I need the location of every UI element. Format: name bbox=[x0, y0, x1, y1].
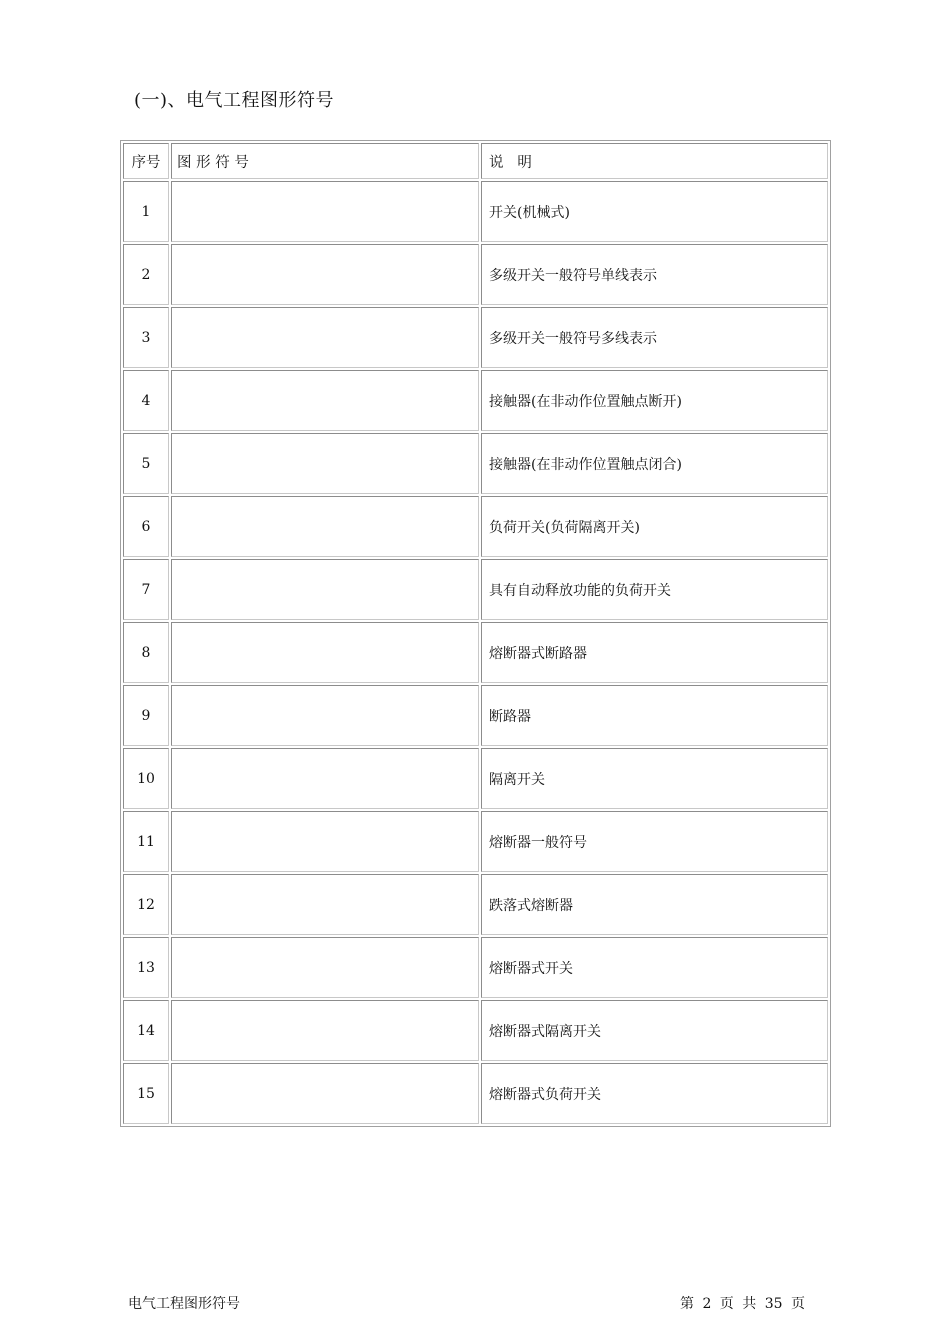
description-cell: 开关(机械式) bbox=[481, 181, 828, 242]
symbol-cell bbox=[171, 748, 479, 809]
symbols-table bbox=[120, 140, 831, 1127]
symbol-cell bbox=[171, 370, 479, 431]
description-cell: 接触器(在非动作位置触点断开) bbox=[481, 370, 828, 431]
description-cell: 隔离开关 bbox=[481, 748, 828, 809]
row-number: 9 bbox=[123, 685, 169, 746]
header-symbol: 图 形 符 号 bbox=[171, 143, 479, 179]
description-cell: 多级开关一般符号多线表示 bbox=[481, 307, 828, 368]
symbol-cell bbox=[171, 622, 479, 683]
section-heading: (一)、电气工程图形符号 bbox=[134, 90, 335, 111]
table-row bbox=[123, 811, 828, 872]
symbol-cell bbox=[171, 496, 479, 557]
symbol-cell bbox=[171, 181, 479, 242]
description-cell: 负荷开关(负荷隔离开关) bbox=[481, 496, 828, 557]
table-row bbox=[123, 244, 828, 305]
row-number: 6 bbox=[123, 496, 169, 557]
description-cell: 熔断器式隔离开关 bbox=[481, 1000, 828, 1061]
symbol-cell bbox=[171, 433, 479, 494]
table-body bbox=[123, 143, 828, 1124]
row-number: 15 bbox=[123, 1063, 169, 1124]
table-row bbox=[123, 748, 828, 809]
description-cell: 熔断器式断路器 bbox=[481, 622, 828, 683]
symbol-cell bbox=[171, 685, 479, 746]
symbol-cell bbox=[171, 937, 479, 998]
symbol-cell bbox=[171, 874, 479, 935]
description-cell: 多级开关一般符号单线表示 bbox=[481, 244, 828, 305]
table-row bbox=[123, 181, 828, 242]
symbol-cell bbox=[171, 811, 479, 872]
table-row bbox=[123, 685, 828, 746]
table-row bbox=[123, 433, 828, 494]
table-header-row bbox=[123, 143, 828, 179]
description-cell: 断路器 bbox=[481, 685, 828, 746]
table-row bbox=[123, 370, 828, 431]
symbol-cell bbox=[171, 244, 479, 305]
row-number: 3 bbox=[123, 307, 169, 368]
row-number: 11 bbox=[123, 811, 169, 872]
description-cell: 接触器(在非动作位置触点闭合) bbox=[481, 433, 828, 494]
row-number: 12 bbox=[123, 874, 169, 935]
table-row bbox=[123, 307, 828, 368]
symbol-cell bbox=[171, 1000, 479, 1061]
description-cell: 跌落式熔断器 bbox=[481, 874, 828, 935]
header-description: 说 明 bbox=[481, 143, 828, 179]
row-number: 8 bbox=[123, 622, 169, 683]
table-row bbox=[123, 559, 828, 620]
row-number: 2 bbox=[123, 244, 169, 305]
row-number: 5 bbox=[123, 433, 169, 494]
table-row bbox=[123, 874, 828, 935]
description-cell: 具有自动释放功能的负荷开关 bbox=[481, 559, 828, 620]
symbol-cell bbox=[171, 559, 479, 620]
footer-title: 电气工程图形符号 bbox=[128, 1296, 240, 1312]
row-number: 1 bbox=[123, 181, 169, 242]
row-number: 13 bbox=[123, 937, 169, 998]
description-cell: 熔断器式负荷开关 bbox=[481, 1063, 828, 1124]
header-number: 序号 bbox=[123, 143, 169, 179]
description-cell: 熔断器一般符号 bbox=[481, 811, 828, 872]
table-row bbox=[123, 622, 828, 683]
table-row bbox=[123, 937, 828, 998]
row-number: 4 bbox=[123, 370, 169, 431]
description-cell: 熔断器式开关 bbox=[481, 937, 828, 998]
row-number: 7 bbox=[123, 559, 169, 620]
symbol-cell bbox=[171, 307, 479, 368]
symbol-cell bbox=[171, 1063, 479, 1124]
row-number: 10 bbox=[123, 748, 169, 809]
table-row bbox=[123, 496, 828, 557]
table-row bbox=[123, 1063, 828, 1124]
footer-page-number: 第 2 页 共 35 页 bbox=[680, 1296, 805, 1312]
table-row bbox=[123, 1000, 828, 1061]
row-number: 14 bbox=[123, 1000, 169, 1061]
